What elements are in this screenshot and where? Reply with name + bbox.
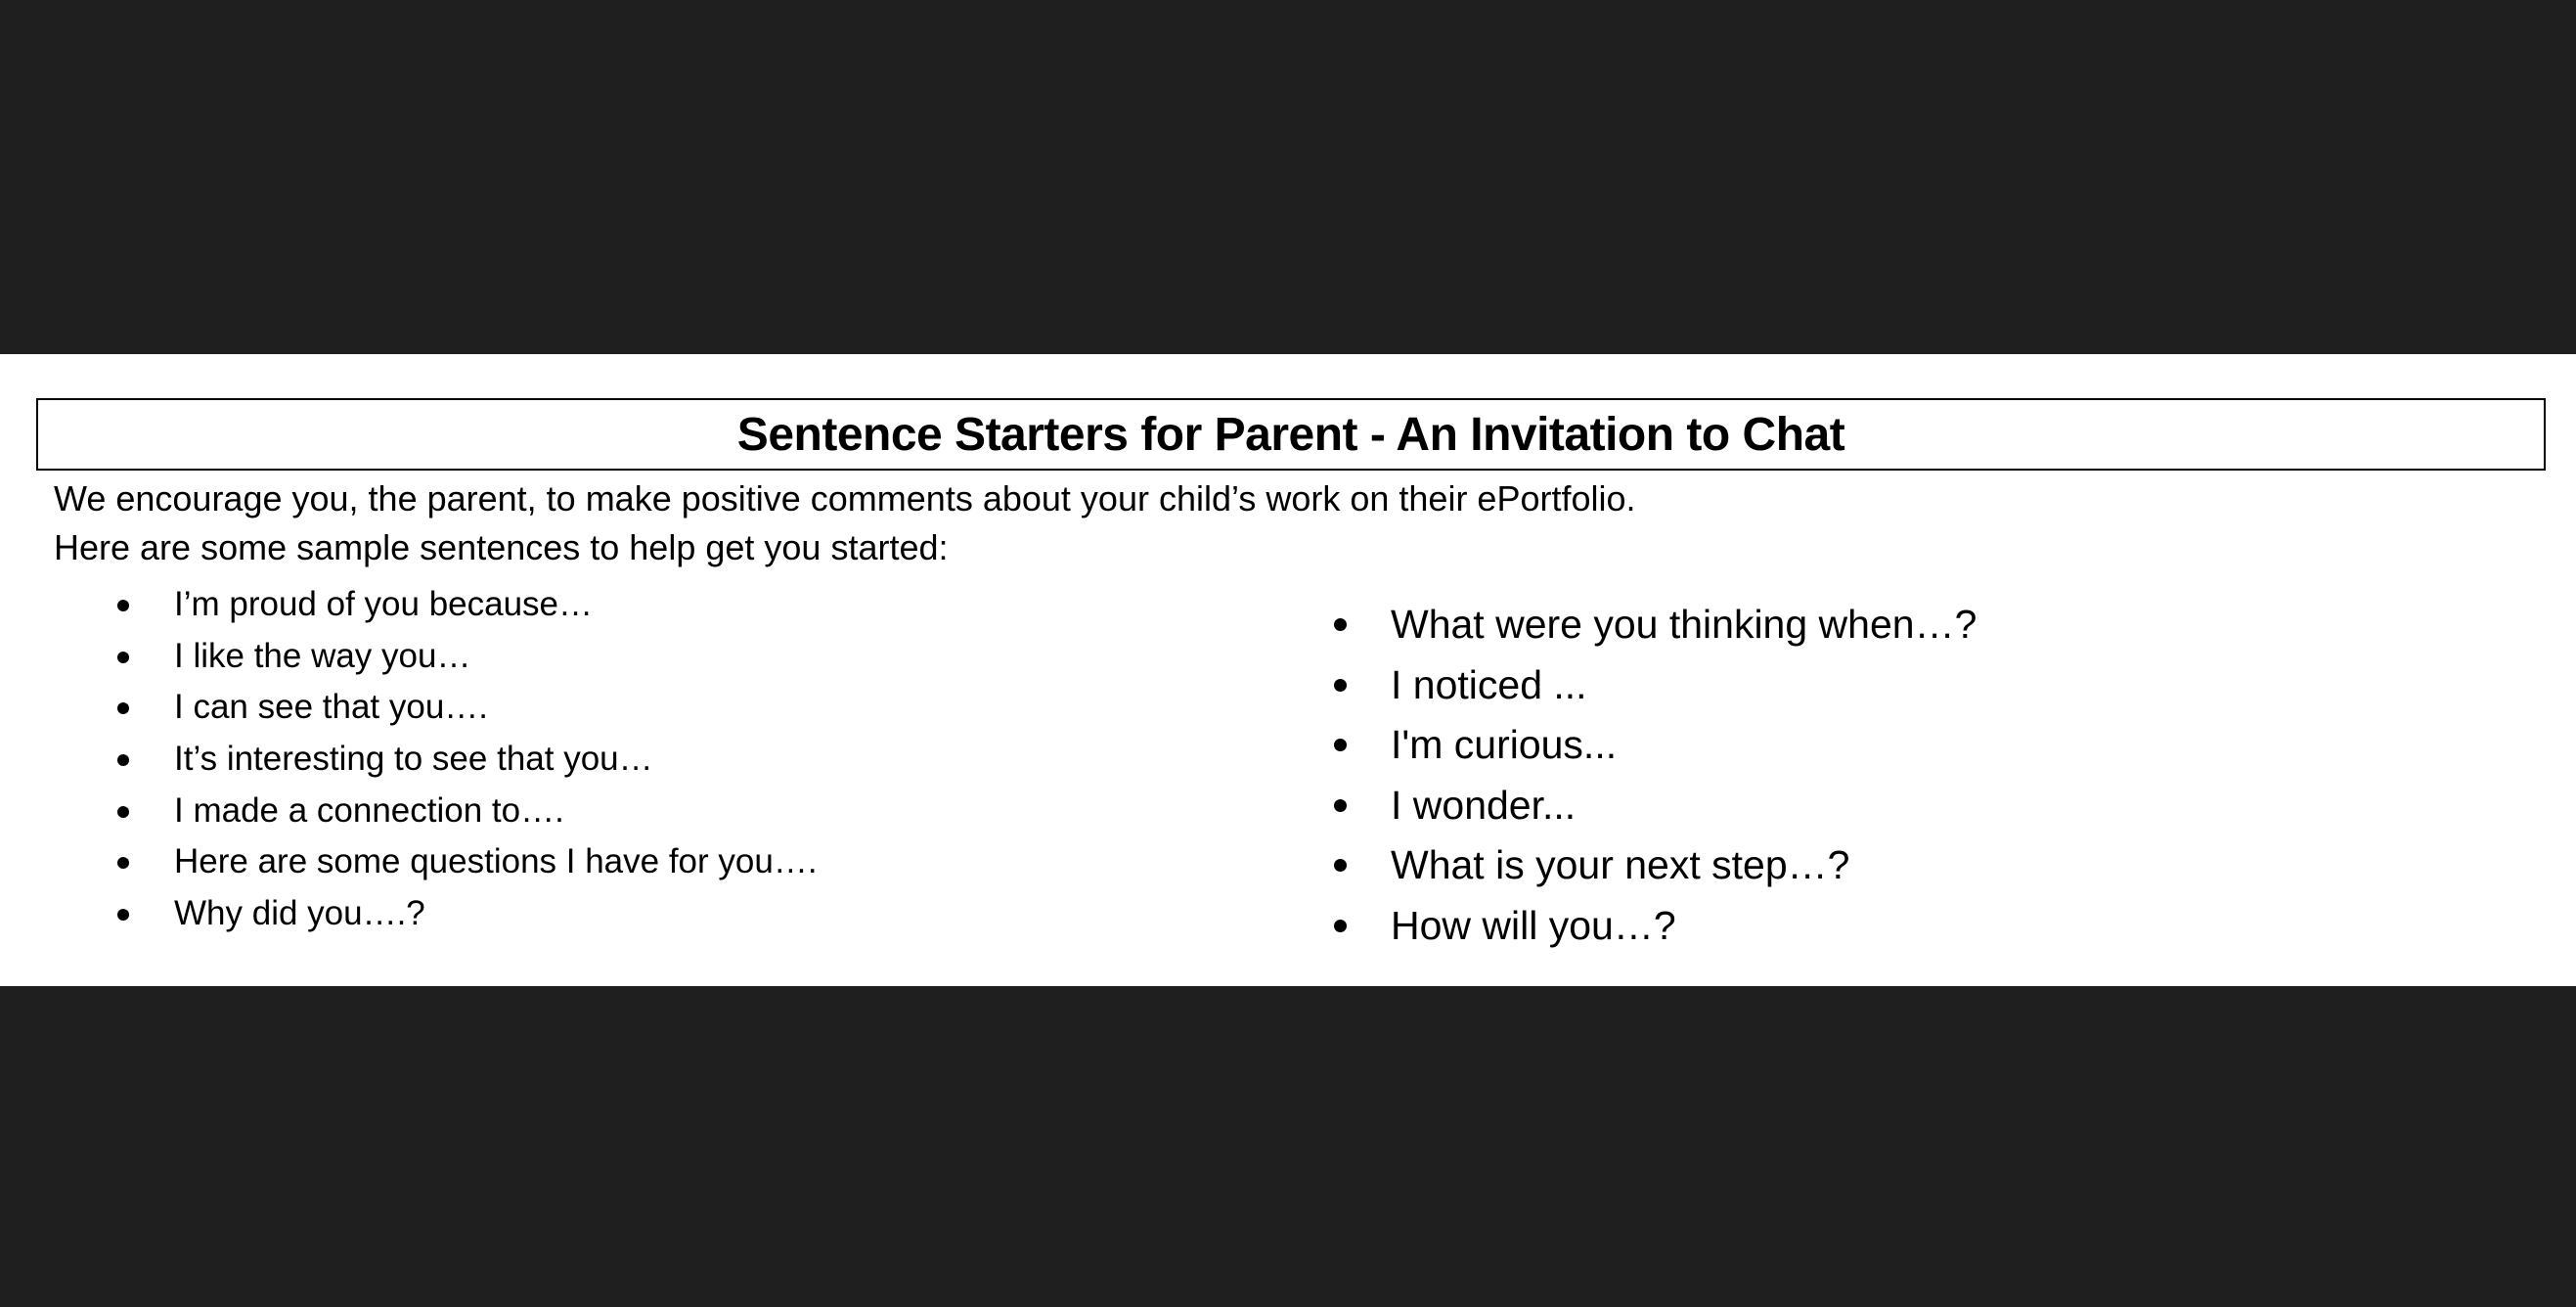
list-item bbox=[1391, 715, 1976, 776]
bullet-icon bbox=[117, 652, 129, 663]
bullet-icon bbox=[117, 702, 129, 714]
document-title: Sentence Starters for Parent - An Invitation to Chat bbox=[736, 408, 1845, 461]
list-item-text: It’s interesting to see that you… bbox=[174, 740, 653, 779]
list-item bbox=[174, 888, 818, 940]
document-page bbox=[0, 354, 2576, 986]
bullet-icon bbox=[117, 600, 129, 611]
bullet-icon bbox=[117, 806, 129, 818]
list-item bbox=[174, 579, 818, 631]
list-item bbox=[174, 836, 818, 888]
title-box bbox=[36, 398, 2546, 471]
sentence-starters-left-list bbox=[174, 579, 818, 940]
list-item bbox=[174, 734, 818, 786]
list-item bbox=[1391, 896, 1976, 957]
bullet-icon bbox=[1334, 739, 1347, 751]
list-item bbox=[1391, 776, 1976, 836]
list-item-text: I like the way you… bbox=[174, 636, 471, 675]
sentence-starters-right-list bbox=[1391, 595, 1976, 956]
list-item-text: I can see that you…. bbox=[174, 688, 489, 727]
list-item-text: I wonder... bbox=[1391, 782, 1577, 828]
list-item bbox=[174, 631, 818, 683]
bullet-icon bbox=[1334, 859, 1347, 872]
bullet-icon bbox=[117, 857, 129, 869]
list-item-text: Here are some questions I have for you…. bbox=[174, 842, 818, 881]
bullet-icon bbox=[1334, 920, 1347, 932]
bullet-icon bbox=[117, 754, 129, 766]
list-item-text: What were you thinking when…? bbox=[1391, 602, 1977, 647]
list-item-text: Why did you….? bbox=[174, 894, 425, 933]
list-item-text: I made a connection to…. bbox=[174, 790, 564, 830]
list-item bbox=[174, 682, 818, 734]
bullet-icon bbox=[1334, 799, 1347, 812]
list-item bbox=[1391, 655, 1976, 716]
list-item-text: What is your next step…? bbox=[1391, 842, 1850, 887]
intro-text-line-2: Here are some sample sentences to help get you started: bbox=[54, 527, 949, 567]
intro-text-line-1: We encourage you, the parent, to make positive comments about your child’s work on their ePortfolio. bbox=[54, 478, 1636, 518]
list-item bbox=[1391, 595, 1976, 655]
bullet-icon bbox=[1334, 679, 1347, 692]
list-item-text: I'm curious... bbox=[1391, 722, 1618, 767]
list-item-text: I noticed ... bbox=[1391, 661, 1587, 707]
list-item bbox=[174, 786, 818, 837]
list-item-text: I’m proud of you because… bbox=[174, 585, 594, 623]
list-item-text: How will you…? bbox=[1391, 902, 1676, 948]
bullet-icon bbox=[1334, 618, 1347, 631]
bullet-icon bbox=[117, 909, 129, 921]
list-item bbox=[1391, 835, 1976, 896]
